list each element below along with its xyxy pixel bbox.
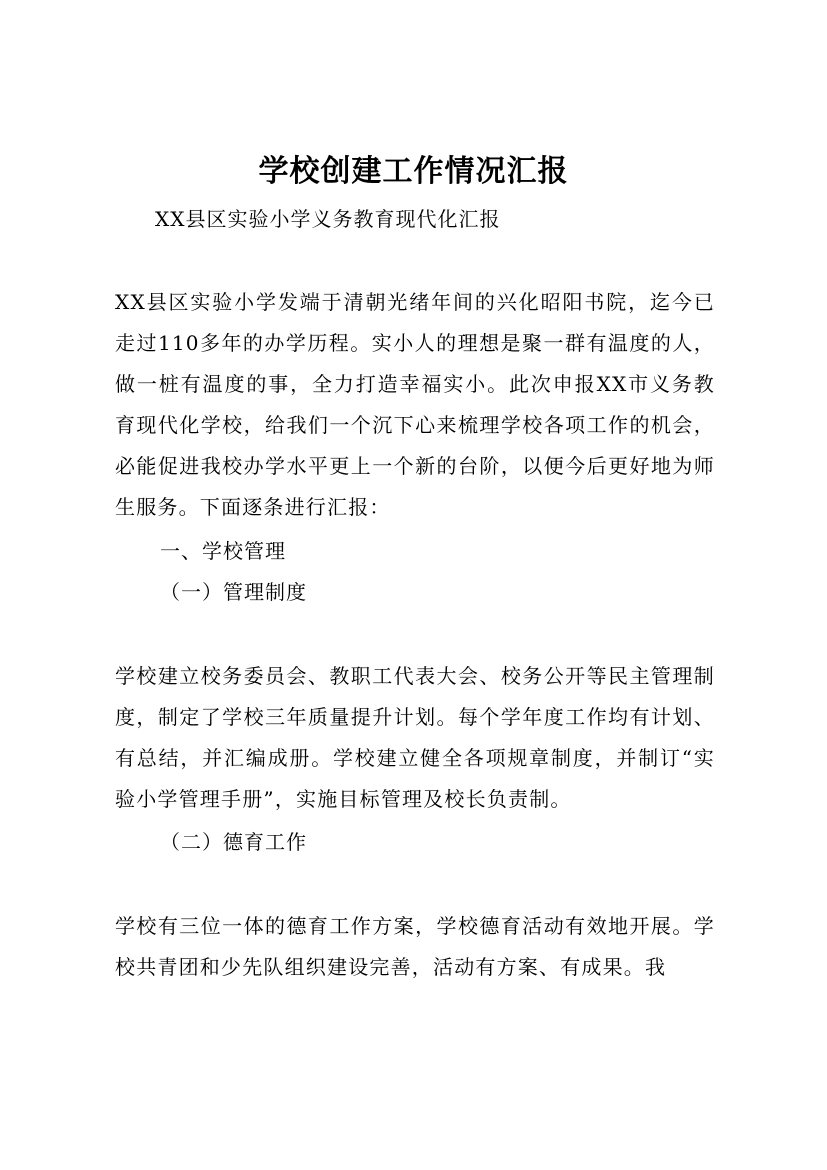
management-system-paragraph: 学校建立校务委员会、教职工代表大会、校务公开等民主管理制度，制定了学校三年质量提升计划。每个学年度工作均有计划、有总结，并汇编成册。学校建立健全各项规章制度，并制订“实验小学管理手册”，实施目标管理及校长负责制。	[115, 664, 715, 811]
moral-education-paragraph: 学校有三位一体的德育工作方案，学校德育活动有效地开展。学校共青团和少先队组织建设完善，活动有方案、有成果。我	[115, 914, 715, 979]
document-title: 学校创建工作情况汇报	[258, 154, 569, 189]
document-subtitle: XX县区实验小学义务教育现代化汇报	[155, 207, 501, 231]
section-heading-school-management: 一、学校管理	[160, 539, 286, 563]
subsection-heading-moral-education: （二）德育工作	[160, 830, 307, 854]
intro-paragraph: XX县区实验小学发端于清朝光绪年间的兴化昭阳书院，迄今已走过110多年的办学历程。实小人的理想是聚一群有温度的人，做一桩有温度的事，全力打造幸福实小。此次申报XX市义务教育现代化学校，给我们一个沉下心来梳理学校各项工作的机会，必能促进我校办学水平更上一个新的台阶，以便今后更好地为师生服务。下面逐条进行汇报：	[115, 290, 715, 519]
subsection-heading-management-system: （一）管理制度	[160, 580, 307, 604]
